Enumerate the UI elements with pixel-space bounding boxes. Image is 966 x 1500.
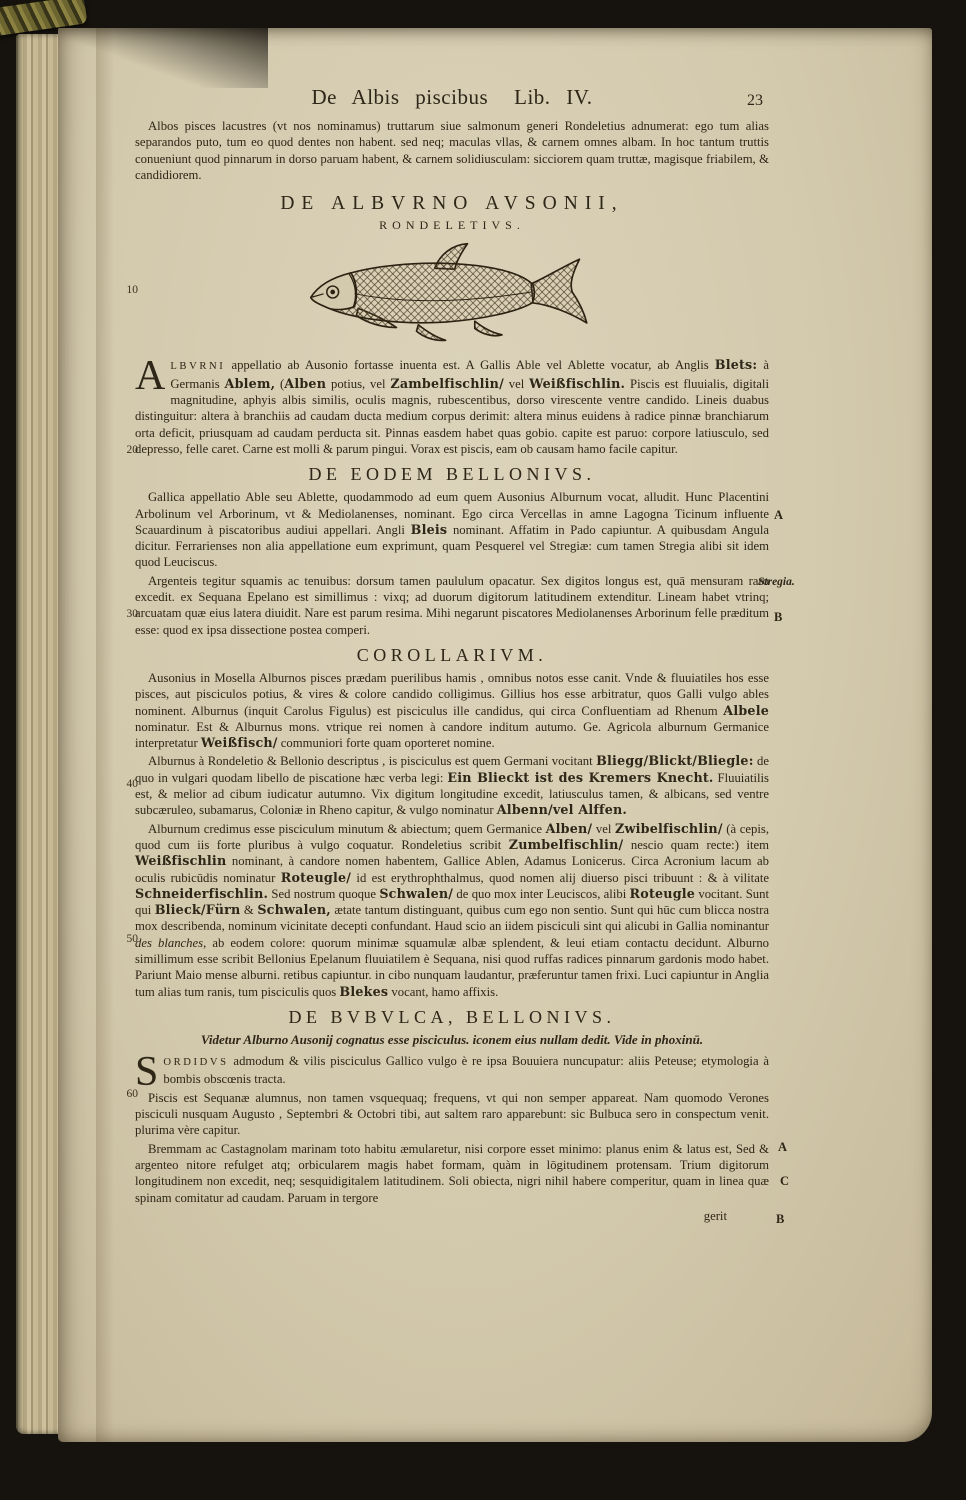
margin-line-number: 50 [126,933,138,945]
text-run-r: Piscis est Sequanæ alumnus, non tamen vsquequaq; frequens, vt qui non semper appareat. Nam quomodo Verones pisciculi nusquam Augusto , Septembri & Octobri tibi, aut saltem raro apparebunt: sic Bulbuca sero in conspectum venit. plurima vère capitur. [135,1090,769,1138]
text-run-r: vocant, hamo affixis. [388,984,499,999]
margin-index-letter: A [774,508,784,522]
corner-shadow [58,28,268,88]
text-run-f: Schneiderfischlin. [135,885,269,901]
running-head [135,84,769,110]
paragraph-bremmam [135,1141,769,1206]
margin-note-stregia: Stregia. [758,576,795,588]
paragraph-alburni [135,353,769,457]
fish-woodcut-illustration [297,241,607,343]
text-run-r: Gallica appellatio Able seu Ablette, quodammodo ad eum quem Ausonius Alburnum vocat, alludit. Hunc Placentini Arbolinum vel Arborinum, vt & Mediolanenses, nominant. Ego circa Vercellas in amne Lagogna Ticinum influente Scauardinum à piscatoribus audiui appellari. Angli [135,490,769,537]
text-run-f: Zambelfischlin/ [390,375,504,391]
heading-de-eodem: DE EODEM BELLONIVS. [308,464,596,485]
text-run-f: Weißfischlin. [529,375,626,391]
running-head-title: De Albis piscibus [311,85,489,109]
text-run-r: id est erythrophthalmus, quod nomen alij diuerso pisci tribuunt : & à vilitate [351,870,769,885]
catchword: gerit [703,1208,727,1223]
subtitle-videtur: Videtur Alburno Ausonij cognatus esse pisciculus. iconem eius nullam dedit. Vide in phoxinū. [200,1031,704,1047]
figure-container [135,241,769,347]
text-run-f: Weißfisch/ [200,735,278,751]
text-run-r: nescio quam recte:) item [623,837,769,852]
text-run-r: Albos pisces lacustres (vt nos nominamus) truttarum siue salmonum generi Rondeletius adnumerat: ego tum alias separandos puto, tum eo quod dentes non habent. sed neq; maculas vllas, & carnem omnes albam. In hoc tantum truttis conueniunt quod pinnarum in dorso paruam habent, & carnem solidiusculam: sicciorem quam truttæ, magisque friabilem, & candidiorem. [135,119,769,182]
text-run-f: Bliegg/Blickt/Bliegle: [596,753,754,769]
text-run-f: Blieck/Fürn [154,902,241,918]
text-run-r: de quo mox inter Leuciscos, alibi [453,886,630,901]
text-run-f: Albenn/vel Alffen. [496,802,628,818]
text-run-f: Ablem, [224,375,276,391]
heading-rondeletius: RONDELETIVS. [379,218,525,233]
text-run-i: des blanches, [135,935,207,950]
text-run-r: Sed nostrum quoque [268,886,380,901]
paragraph-piscis-sequanae [135,1090,769,1139]
paragraph-alburnum-credimus [135,821,769,1000]
text-run-r: & [240,903,258,918]
text-run-r: Alburnus à Rondeletio & Bellonio descriptus , is pisciculus est quem Germani vocitant [148,754,597,769]
text-run-r: ( [275,376,285,391]
text-run-r: (à cepis, quod cum iis forte pluribus à vulgo coquatur. Rondeletius scribit [135,821,769,852]
margin-index-letter: B [776,1212,785,1226]
text-run-r: à Germanis [170,358,769,391]
text-run-r: ætate tantum distinguant, quibus cum ego non sentio. Sunt qui hūc cum blicca nostra mox describenda, nominum vicinitate decepti confundant. Haud scio an iidem pisciculi sint qui alicubi in Gallia nominantur [135,903,769,934]
running-head-book: Lib. IV. [514,85,593,109]
paragraph-alburnus-rondeletio [135,753,769,818]
lead-smallcaps: ORDIDVS [163,1057,229,1069]
text-run-f: Zwibelfischlin/ [615,820,723,836]
paragraph-ausonius [135,670,769,751]
paragraph-sordidus [135,1049,769,1096]
page-edge-stack [16,34,60,1434]
text-run-r: vel [592,821,616,836]
paragraph-sordidus-text [163,1054,769,1086]
drop-cap: A [135,353,166,400]
text-run-f: Bleis [410,521,448,537]
text-run-r: Argenteis tegitur squamis ac tenuibus: dorsum tamen paululum opacatur. Sex digitos longus est, quā mensuram raro excedit. ex Sequana Epelano est simillimus : vixq; ad duorum digitorum latitudinem extenditur. Lineam habet vtrinq; arcuatam quæ eius latera diuidit. Nare est parum resima. Mihi negarunt piscatores Mediolanenses Arborinum felle præditum esse: quod ex ipsa dissectione postea comperi. [135,573,769,637]
margin-line-number: 30 [126,608,138,620]
text-run-r: potius, vel [326,376,391,391]
margin-line-number: 60 [126,1088,138,1100]
margin-line-number: 20 [126,444,138,456]
text-run-r: admodum & vilis pisciculus Gallico vulgo è re ipsa Bouuiera nuncupatur: aliis Peteuse; etymologia à bombis obscœnis tracta. [163,1054,769,1087]
margin-line-number: 10 [126,284,138,296]
page [58,28,932,1442]
text-run-r: vocitant. Sunt qui [135,886,769,918]
heading-de-alburno: DE ALBVRNO AVSONII, [280,193,624,215]
text-run-f: Albele [723,702,769,718]
text-run-f: Zumbelfischlin/ [508,836,624,852]
lead-smallcaps: LBVRNI [170,361,226,373]
text-run-r: de quo in vulgari quodam libello de piscatione hæc verba legi: [135,754,769,785]
margin-index-letter: A [778,1140,788,1154]
text-run-r: appellatio ab Ausonio fortasse inuenta est. A Gallis Able vel Ablette vocatur, ab Anglis [225,358,715,373]
paragraph-gallica [135,489,769,570]
text-run-r: nominant, à candore nomen habentem, Gallice Ablen, Adamus Lonicerus. Circa Acronium lacum ab oculis rubicūdis nominatur [135,854,769,885]
text-run-r: communiori forte quam oporteret nomine. [277,736,495,751]
heading-corollarium: COROLLARIVM. [356,644,548,665]
paragraph-argenteis [135,573,769,638]
text-run-r: vel [503,376,530,391]
text-run-f: Roteugle [629,885,696,901]
heading-de-bubulca: DE BVBVLCA, BELLONIVS. [288,1006,616,1027]
margin-line-number: 40 [126,778,138,790]
text-run-r: Ausonius in Mosella Alburnos pisces prædam puerilibus hamis , omnibus notos esse canit. Vnde & fluuiatiles hos esse pisces, aut pisciculos potius, & vires & colore candido colligimus. Gillius hos esse arbitratur, quos Galli vulgo ables nominent. Alburnus (inquit Carolus Figulus) est pisciculus ille candidus, qui circa Confluentiam ad Rhenum [135,670,769,718]
margin-index-letter: C [780,1174,790,1188]
text-run-f: Ein Blieckt ist des Kremers Knecht. [447,769,714,785]
text-run-f: Alben/ [545,820,593,836]
text-run-r: ab eodem colore: quorum minimæ squamulæ albæ splendent, & leui etiam contactu decidunt. Alburno simillimum esse scribit Bellonius Epelanum fluuiatilem è Sequana, nisi quod ruffas radices pinnarum gardonis modo habet. Pariunt Maio mense alburni. retibus capiuntur. in cibo nunquam laudantur, præferuntur tamen frixi. Luci capiuntur in Anglia tum alias tum ranis, tum pisciculis quos [135,935,770,999]
text-column [135,84,769,1224]
text-run-r: nominatur. Est & Alburnus mons. vtrique rei nomen à candore inditum autumo. Ge. Agricola alburnum Germanice interpretatur [135,719,769,751]
text-run-r: Piscis est fluuialis, digitali magnitudine, aphyis albis similis, oculis magnis, rubescentibus, dorso virescente ventre candido. Lineis duabus distinguitur: altera à branchiis ad caudam ducta medium corpus derimit: altera minus euidens à radice pinnæ branchiarum orta deficit, priusquam ad caudam perducta sit. Pinnas easdem habet quas gobio. capite est paruo: corpore latiusculo, sed depresso, felle caret. Carne est molli & parum pingui. Vorax est piscis, eam ob causam hamo facile capitur. [135,376,769,456]
text-run-f: Blekes [339,983,389,999]
text-run-f: Blets: [714,357,758,373]
text-run-f: Weißfischlin [135,853,227,869]
text-run-r: Bremmam ac Castagnolam marinam toto habitu æmularetur, nisi corpore esset minimo: planus enim & latus est, Sed & argenteo nitore refulget atq; orbicularem magis habet formam, quàm in lōgitudinem protensam. Trium digitorum longitudinem non excedit, neq; sesquidigitalem latitudinem. Soli obiecta, nigri nihil habere comperitur, quam in linea quæ spinam comitatur ad caudam. Paruam in tergore [135,1141,769,1205]
text-run-r: Fluuiatilis est, & melior ad cibum iudicatur autumno. Vix digitum longitudine excedit, latiusculus tamen, & albicans, sed ventre subcæruleo, subamarus, Coloniæ in Rheno capitur, & vulgo nominatur [135,770,769,818]
page-number: 23 [747,92,763,109]
paragraph-alburni-text [135,353,769,456]
drop-cap: S [135,1049,159,1096]
text-run-f: Schwalen/ [379,885,454,901]
text-run-f: Alben [284,375,327,391]
paragraph-intro [135,118,769,183]
text-run-f: Roteugle/ [280,869,352,885]
text-run-f: Schwalen, [257,902,331,918]
text-run-r: Alburnum credimus esse pisciculum minutum & abiectum; quem Germanice [148,821,546,836]
margin-index-letter: B [774,610,783,624]
text-run-r: nominant. Affatim in Pado capiuntur. A quibusdam Angula dicitur. Ferrarienses non alia appellatione eum exprimunt, quam Pesquerel vel Stregiæ: cum tamen Stregia alibi sit idem quod Leuciscus. [135,522,769,570]
